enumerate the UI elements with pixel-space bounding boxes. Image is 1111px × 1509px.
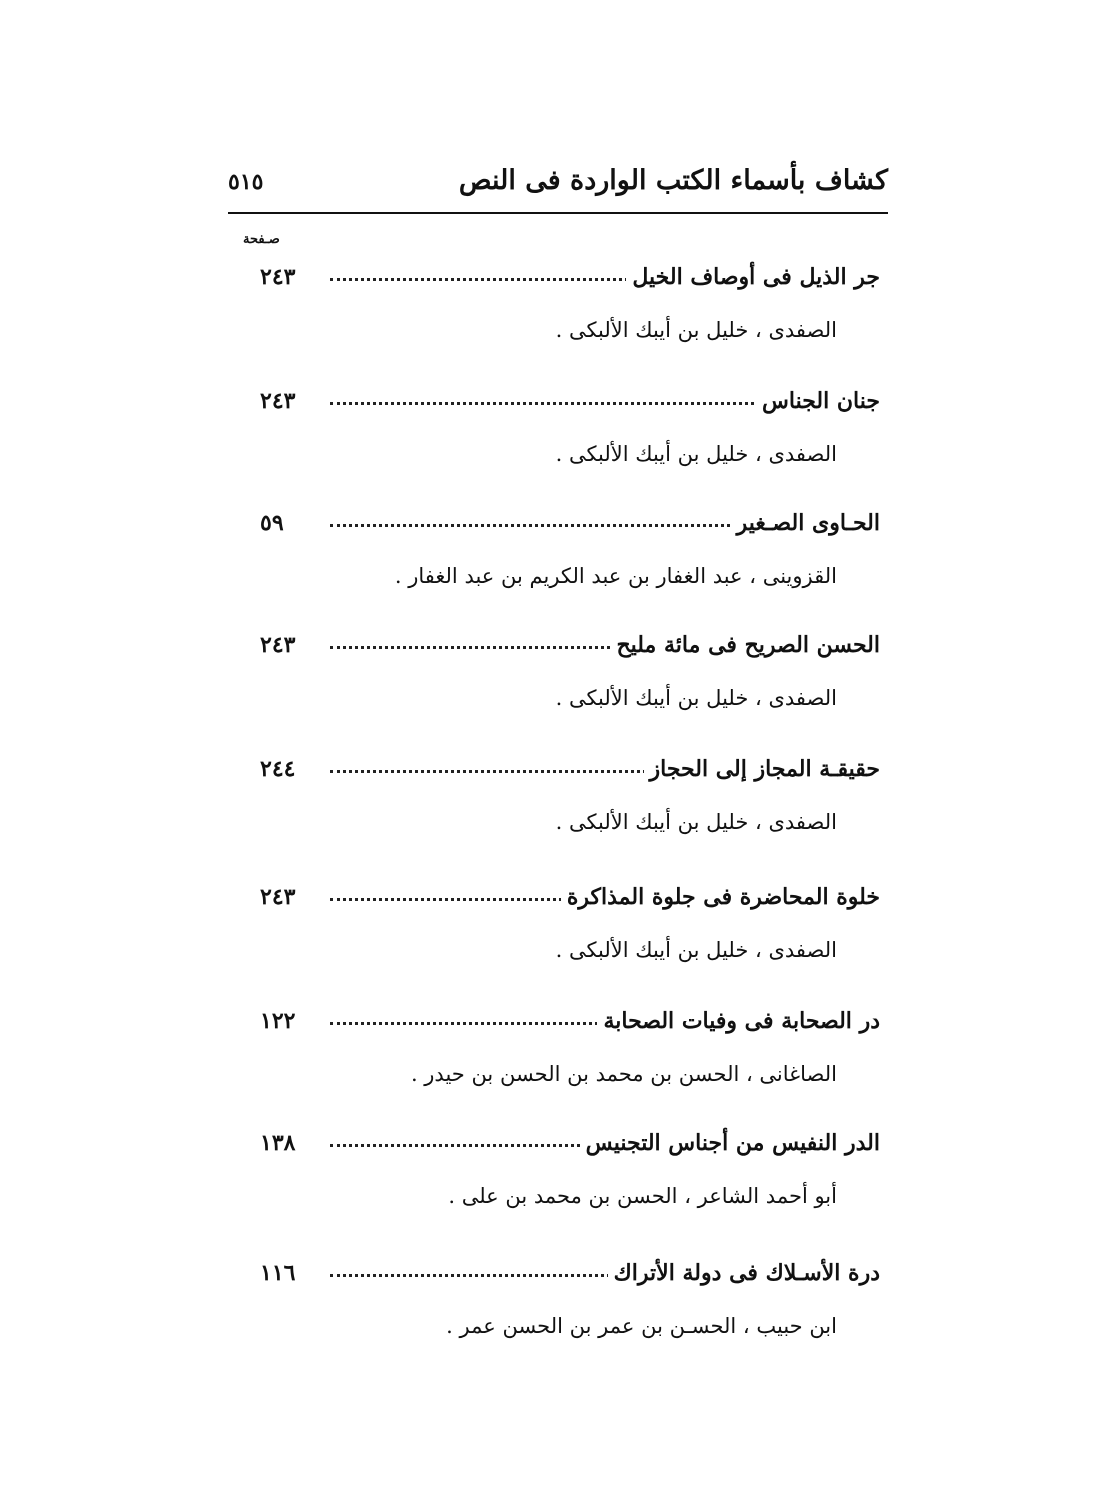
page-header	[228, 165, 888, 205]
running-title: كشاف بأسماء الكتب الواردة فى النص	[458, 165, 888, 196]
entry-page-ref: ٢٤٤	[260, 756, 296, 782]
entry-author: الصفدى ، خليل بن أيبك الألبكى .	[555, 442, 837, 466]
entry-author: الصفدى ، خليل بن أيبك الألبكى .	[555, 318, 837, 342]
entry-title: الحـاوى الصـغير	[731, 510, 880, 536]
entry-author: الصفدى ، خليل بن أيبك الألبكى .	[555, 810, 837, 834]
entry-page-ref: ٢٤٣	[260, 264, 296, 290]
entry-title: حقيقـة المجاز إلى الحجاز	[644, 756, 880, 782]
page-number: ٥١٥	[228, 169, 264, 195]
entry-page-ref: ٢٤٣	[260, 388, 296, 414]
entry-author: أبو أحمد الشاعر ، الحسن بن محمد بن على .	[448, 1184, 837, 1208]
index-entry	[0, 1130, 1111, 1250]
index-entry	[0, 884, 1111, 1004]
entry-page-ref: ٢٤٣	[260, 632, 296, 658]
entry-title: جر الذيل فى أوصاف الخيل	[626, 264, 880, 290]
entry-title: در الصحابة فى وفيات الصحابة	[597, 1008, 880, 1034]
index-entry	[0, 388, 1111, 508]
entry-page-ref: ٥٩	[260, 510, 284, 536]
entry-author: الصفدى ، خليل بن أيبك الألبكى .	[555, 938, 837, 962]
entry-page-ref: ١١٦	[260, 1260, 296, 1286]
entry-title: درة الأسـلاك فى دولة الأتراك	[608, 1260, 880, 1286]
entry-title: خلوة المحاضرة فى جلوة المذاكرة	[561, 884, 880, 910]
entry-page-ref: ٢٤٣	[260, 884, 296, 910]
index-entry	[0, 1260, 1111, 1380]
entry-title: جنان الجناس	[756, 388, 880, 414]
index-entry	[0, 632, 1111, 752]
index-entry	[0, 510, 1111, 630]
entry-title: الدر النفيس من أجناس التجنيس	[580, 1130, 880, 1156]
entry-author: الصفدى ، خليل بن أيبك الألبكى .	[555, 686, 837, 710]
header-rule	[228, 212, 888, 214]
index-entry	[0, 1008, 1111, 1128]
entry-author: الصاغانى ، الحسن بن محمد بن الحسن بن حيدر .	[410, 1062, 837, 1086]
entry-page-ref: ١٣٨	[260, 1130, 296, 1156]
page-column-label: صـفحة	[243, 232, 280, 247]
index-entry	[0, 756, 1111, 876]
index-entry	[0, 264, 1111, 384]
entry-author: القزوينى ، عبد الغفار بن عبد الكريم بن عبد الغفار .	[394, 564, 837, 588]
entry-page-ref: ١٢٢	[260, 1008, 296, 1034]
entry-title: الحسن الصريح فى مائة مليح	[610, 632, 880, 658]
entry-author: ابن حبيب ، الحسـن بن عمر بن الحسن عمر .	[446, 1314, 837, 1338]
